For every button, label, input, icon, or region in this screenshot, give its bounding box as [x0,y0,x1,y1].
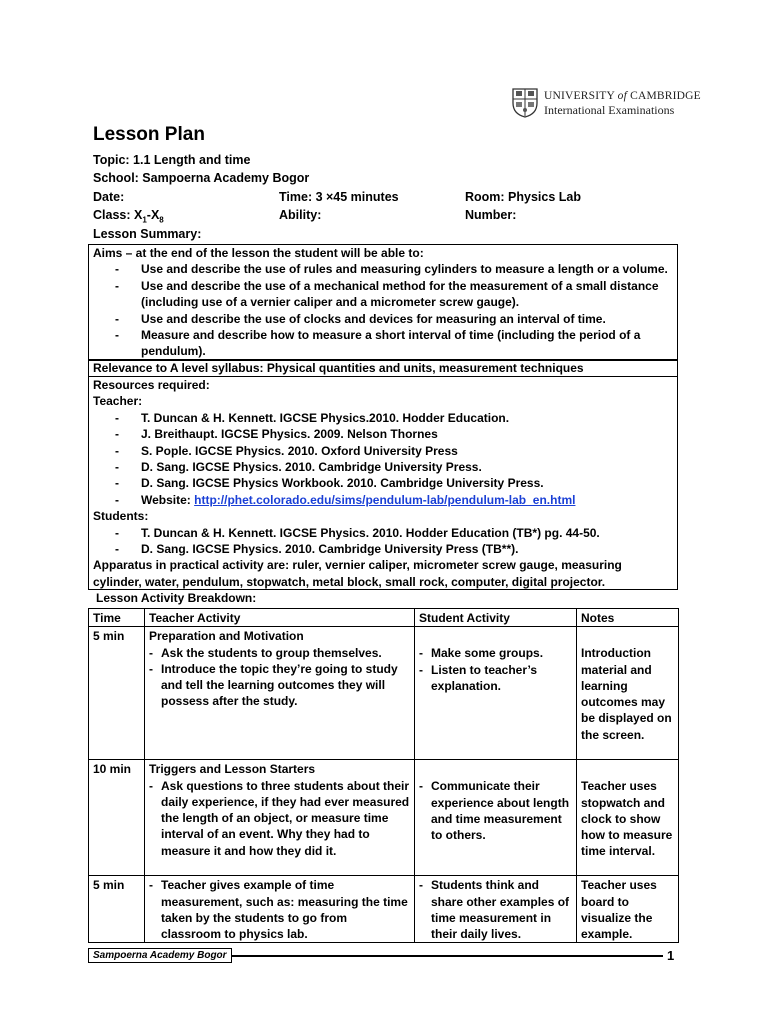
student-activity-item: - Communicate their experience about length and time measurement to others. [419,779,570,843]
resources-heading: Resources required: [93,378,210,392]
column-header: Teacher Activity [145,609,415,627]
student-activity-item: - Make some groups. [419,646,544,661]
teacher-heading: Teacher: [93,394,143,409]
page-title: Lesson Plan [93,124,205,145]
student-activity-item: - Students think and share other examples of time measurement in their daily lives. [419,878,570,942]
teacher-activity-cell [145,760,415,876]
page-number: 1 [667,948,675,963]
table-row [89,627,679,760]
time-cell: 5 min [89,627,145,760]
number-label: Number: [465,208,517,222]
table-row [89,876,679,943]
student-resource-item: - D. Sang. IGCSE Physics. 2010. Cambridge University Press (TB**). [115,542,519,557]
teacher-resource-item: - D. Sang. IGCSE Physics. 2010. Cambridge University Press. [115,460,482,475]
aim-item: - Use and describe the use of clocks and devices for measuring an interval of time. [115,311,606,326]
ability-label: Ability: [279,208,322,222]
logo-university-line: UNIVERSITY of CAMBRIDGE [544,90,701,102]
notes-cell: Teacher uses board to visualize the example. [577,876,679,943]
column-header: Student Activity [415,609,577,627]
student-activity-cell [415,627,577,760]
teacher-activity-item: - Teacher gives example of time measurement, such as: measuring the time taken by the students to go from classroom to physics lab. [149,878,408,942]
teacher-activity-item: - Introduce the topic they’re going to study and tell the learning outcomes they will possess after the study. [149,661,398,709]
logo-exams-line: International Examinations [544,103,675,117]
aim-item: - Measure and describe how to measure a short interval of time (including the period of a pendulum). [115,328,641,359]
topic-label: Topic: 1.1 Length and time [93,153,251,167]
teacher-activity-item: - Ask questions to three students about their daily experience, if they had ever measured the length of an object, or measure time interval of an event. Why they had to measure it and how they did it. [149,778,410,858]
notes-cell: Introduction material and learning outcomes may be displayed on the screen. [577,627,679,760]
date-label: Date: [93,190,125,204]
website-item: - Website: http://phet.colorado.edu/sims/pendulum-lab/pendulum-lab_en.html [115,492,576,507]
time-label: Time: 3 ×45 minutes [279,190,399,204]
column-header: Time [89,609,145,627]
aim-item: - Use and describe the use of a mechanical method for the measurement of a small distance (including use of a vernier caliper and a micrometer screw gauge). [115,278,659,310]
students-heading: Students: [93,509,149,524]
teacher-resource-item: - T. Duncan & H. Kennett. IGCSE Physics.2010. Hodder Education. [115,410,510,425]
aims-intro: Aims – at the end of the lesson the student will be able to: [93,246,424,260]
relevance-text: Relevance to A level syllabus: Physical quantities and units, measurement techniques [93,361,584,375]
website-link[interactable]: http://phet.colorado.edu/sims/pendulum-lab/pendulum-lab_en.html [194,492,576,507]
column-header: Notes [577,609,679,627]
relevance-box [88,360,678,377]
student-activity-cell [415,760,577,876]
aim-item: - Use and describe the use of rules and measuring cylinders to measure a length or a volume. [115,262,668,277]
teacher-resource-item: - D. Sang. IGCSE Physics Workbook. 2010. Cambridge University Press. [115,476,544,491]
aims-box [88,244,678,360]
apparatus-line: Apparatus in practical activity are: ruler, vernier caliper, micrometer screw gauge, measuring [93,558,622,573]
resources-box [88,376,678,590]
activity-title: Preparation and Motivation [149,629,304,644]
apparatus-line: cylinder, water, pendulum, stopwatch, metal block, small rock, computer, digital projector. [93,574,606,589]
teacher-activity-item: - Ask the students to group themselves. [149,645,382,660]
school-label: School: Sampoerna Academy Bogor [93,171,310,185]
teacher-resource-item: - S. Pople. IGCSE Physics. 2010. Oxford University Press [115,443,458,458]
notes-cell: Teacher uses stopwatch and clock to show how to measure time interval. [577,760,679,876]
lesson-summary-label: Lesson Summary: [93,227,202,241]
student-activity-cell [415,876,577,943]
footer-school: Sampoerna Academy Bogor [88,948,232,963]
table-row [89,760,679,876]
teacher-activity-cell [145,876,415,943]
cambridge-logo [512,88,701,118]
student-resource-item: - T. Duncan & H. Kennett. IGCSE Physics. 2010. Hodder Education (TB*) pg. 44-50. [115,525,600,540]
time-cell: 10 min [89,760,145,876]
room-label: Room: Physics Lab [465,190,581,204]
student-activity-item: - Listen to teacher’s explanation. [419,662,538,693]
activity-table [88,608,679,943]
cambridge-crest-icon [512,88,538,118]
time-cell: 5 min [89,876,145,943]
class-label: Class: $X_1-X_8$ [93,208,164,225]
table-header-row [89,609,679,627]
teacher-resource-item: - J. Breithaupt. IGCSE Physics. 2009. Nelson Thornes [115,427,438,442]
teacher-activity-cell [145,627,415,760]
breakdown-label: Lesson Activity Breakdown: [96,591,257,605]
activity-title: Triggers and Lesson Starters [149,762,316,777]
